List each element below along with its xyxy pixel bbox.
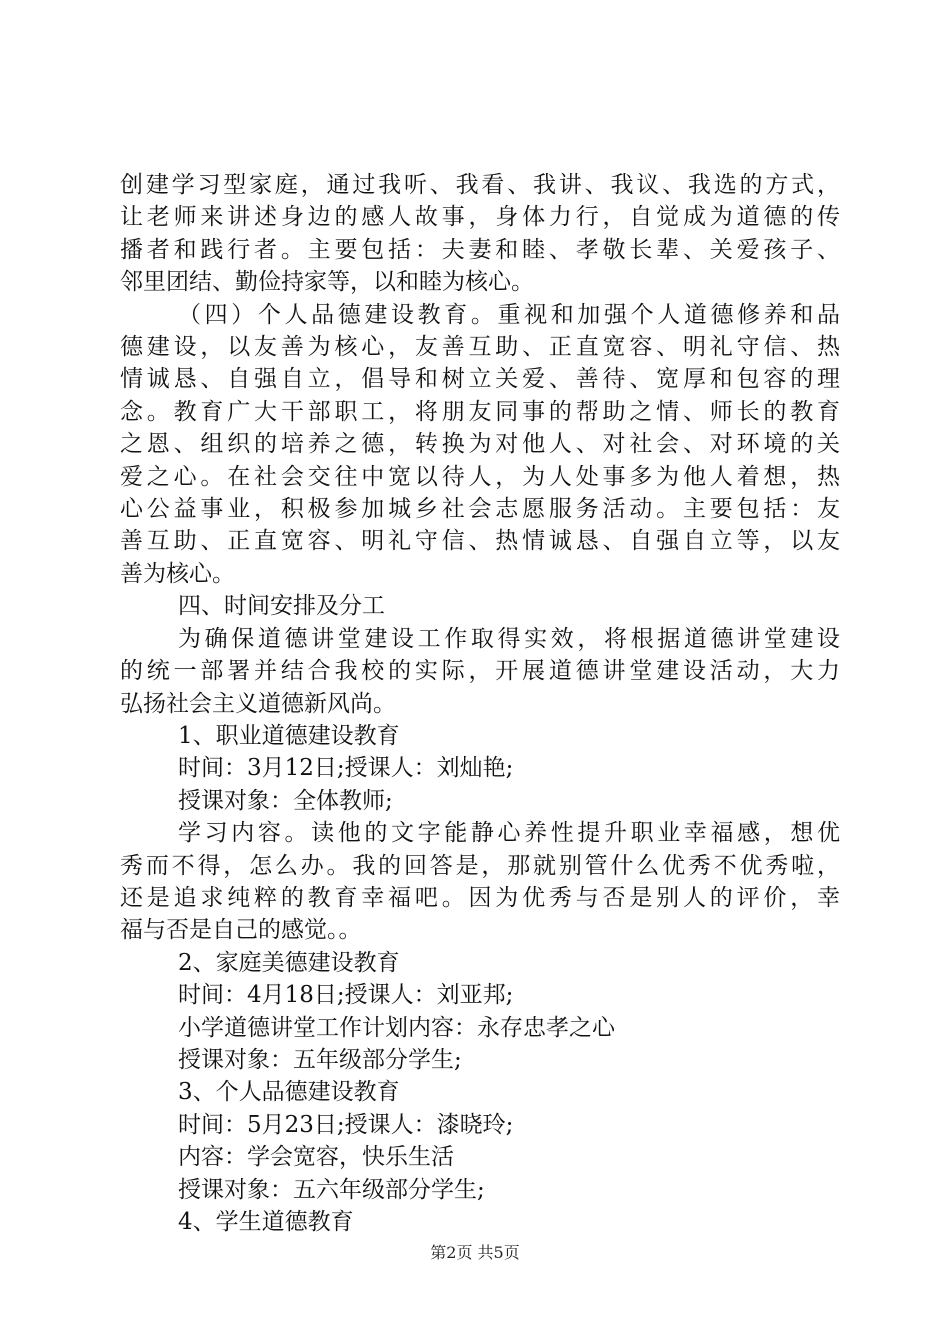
text-line: 让老师来讲述身边的感人故事，身体力行，自觉成为道德的传 — [120, 204, 840, 231]
text-line: 情诚恳、自强自立，倡导和树立关爱、善待、宽厚和包容的理 — [120, 366, 840, 393]
text-line: 之恩、组织的培养之德，转换为对他人、对社会、对环境的关 — [120, 431, 840, 458]
text-line: 授课对象：全体教师; — [178, 787, 393, 814]
sub-heading: 1、职业道德建设教育 — [178, 722, 400, 749]
text-line: （四）个人品德建设教育。重视和加强个人道德修养和品 — [178, 301, 840, 328]
text-line: 时间：3月12日;授课人：刘灿艳; — [178, 755, 514, 782]
text-line: 德建设，以友善为核心，友善互助、正直宽容、明礼守信、热 — [120, 334, 840, 361]
body-text — [120, 169, 840, 1238]
text-line: 爱之心。在社会交往中宽以待人，为人处事多为他人着想，热 — [120, 463, 840, 490]
text-line: 时间：5月23日;授课人：漆晓玲; — [178, 1111, 514, 1138]
text-line: 弘扬社会主义道德新风尚。 — [120, 690, 396, 717]
text-line: 善互助、正直宽容、明礼守信、热情诚恳、自强自立等，以友 — [120, 528, 840, 555]
text-line: 播者和践行者。主要包括：夫妻和睦、孝敬长辈、关爱孩子、 — [120, 236, 840, 263]
text-line: 创建学习型家庭，通过我听、我看、我讲、我议、我选的方式， — [120, 172, 840, 198]
text-line: 为确保道德讲堂建设工作取得实效，将根据道德讲堂建设 — [178, 625, 840, 652]
text-line: 时间：4月18日;授课人：刘亚邦; — [178, 982, 514, 1009]
text-line: 的统一部署并结合我校的实际，开展道德讲堂建设活动，大力 — [120, 658, 840, 685]
text-line: 小学道德讲堂工作计划内容：永存忠孝之心 — [178, 1014, 615, 1041]
sub-heading: 4、学生道德教育 — [178, 1209, 354, 1235]
text-line: 学习内容。读他的文字能静心养性提升职业幸福感，想优 — [178, 820, 840, 847]
text-line: 心公益事业，积极参加城乡社会志愿服务活动。主要包括：友 — [120, 496, 840, 523]
text-line: 授课对象：五年级部分学生; — [178, 1046, 462, 1073]
sub-heading: 2、家庭美德建设教育 — [178, 949, 400, 976]
text-line: 内容：学会宽容，快乐生活 — [178, 1144, 454, 1171]
text-line: 授课对象：五六年级部分学生; — [178, 1176, 485, 1203]
sub-heading: 3、个人品德建设教育 — [178, 1079, 400, 1106]
text-line: 念。教育广大干部职工，将朋友同事的帮助之情、师长的教育 — [120, 398, 840, 425]
section-heading: 四、时间安排及分工 — [178, 593, 385, 620]
page-footer: 第2页 共5页 — [430, 1243, 520, 1262]
text-line: 福与否是自己的感觉。。 — [120, 917, 362, 944]
text-line: 邻里团结、勤俭持家等，以和睦为核心。 — [120, 269, 534, 296]
text-line: 还是追求纯粹的教育幸福吧。因为优秀与否是别人的评价，幸 — [120, 884, 840, 911]
text-line: 善为核心。 — [120, 560, 235, 587]
text-line: 秀而不得，怎么办。我的回答是，那就别管什么优秀不优秀啦， — [120, 852, 840, 879]
